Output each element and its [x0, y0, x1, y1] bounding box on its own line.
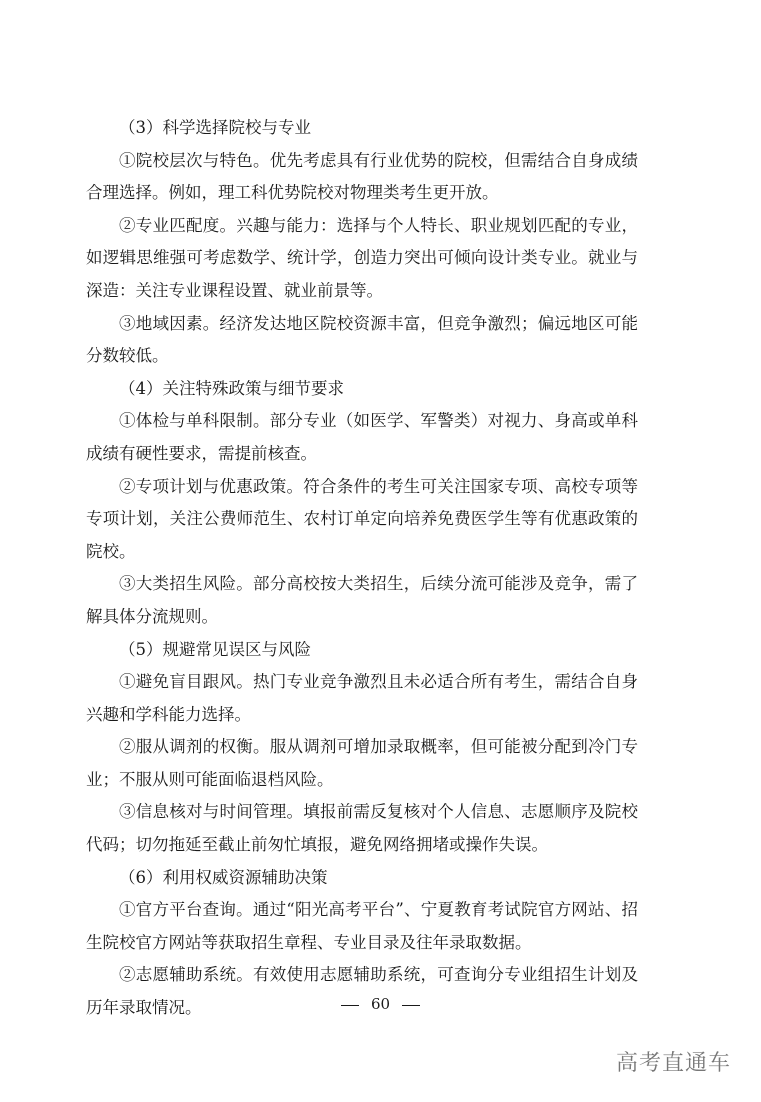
paragraph-school-level: ①院校层次与特色。优先考虑具有行业优势的院校，但需结合自身成绩合理选择。例如，理工科优势院校对物理类考生更开放。 — [86, 150, 638, 203]
section-heading-5: （5）规避常见误区与风险 — [119, 639, 311, 659]
section-heading-3: （3）科学选择院校与专业 — [119, 118, 311, 137]
footer-dash-right — [402, 1005, 420, 1006]
section-heading-4: （4）关注特殊政策与细节要求 — [119, 378, 344, 398]
paragraph-major-match: ②专业匹配度。兴趣与能力：选择与个人特长、职业规划匹配的专业，如逻辑思维强可考虑数学、统计学，创造力突出可倾向设计类专业。就业与深造：关注专业课程设置、就业前景等。 — [86, 215, 638, 300]
footer-dash-left — [341, 1005, 359, 1006]
watermark: 高考直通车 — [615, 1051, 731, 1076]
page-number: 60 — [370, 995, 391, 1013]
paragraph-region: ③地域因素。经济发达地区院校资源丰富，但竞争激烈；偏远地区可能分数较低。 — [86, 313, 638, 366]
paragraph-special-plans: ②专项计划与优惠政策。符合条件的考生可关注国家专项、高校专项等专项计划，关注公费师范生、农村订单定向培养免费医学生等有优惠政策的院校。 — [86, 476, 638, 561]
paragraph-physical-exam: ①体检与单科限制。部分专业（如医学、军警类）对视力、身高或单科成绩有硬性要求，需提前核查。 — [86, 411, 638, 463]
paragraph-official-platforms: ①官方平台查询。通过“阳光高考平台”、宁夏教育考试院官方网站、招生院校官方网站等获取招生章程、专业目录及往年录取数据。 — [86, 900, 638, 952]
document-body — [86, 112, 638, 1025]
paragraph-avoid-trends: ①避免盲目跟风。热门专业竞争激烈且未必适合所有考生，需结合自身兴趣和学科能力选择。 — [86, 672, 638, 724]
page-footer — [0, 992, 761, 1016]
paragraph-category-admission: ③大类招生风险。部分高校按大类招生，后续分流可能涉及竞争，需了解具体分流规则。 — [86, 574, 638, 626]
section-heading-6: （6）利用权威资源辅助决策 — [119, 867, 328, 887]
paragraph-info-check: ③信息核对与时间管理。填报前需反复核对个人信息、志愿顺序及院校代码；切勿拖延至截止前匆忙填报，避免网络拥堵或操作失误。 — [86, 802, 638, 855]
paragraph-adjustment: ②服从调剂的权衡。服从调剂可增加录取概率，但可能被分配到冷门专业；不服从则可能面临退档风险。 — [86, 737, 638, 789]
paragraph-assist-system: ②志愿辅助系统。有效使用志愿辅助系统，可查询分专业组招生计划及历年录取情况。 — [86, 965, 638, 1018]
